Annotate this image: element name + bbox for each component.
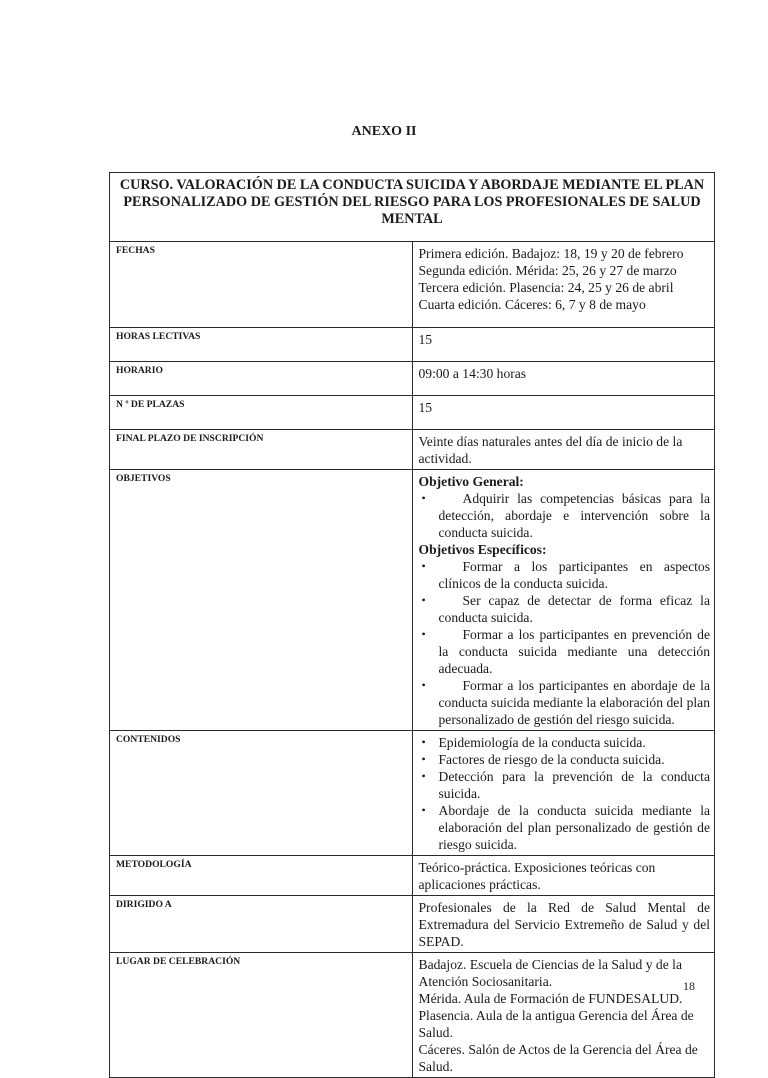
label-metodologia: METODOLOGÍA [110,856,413,896]
row-plazas [110,396,715,430]
value-objetivos [412,470,715,731]
value-plazas: 15 [412,396,715,430]
value-dirigido: Profesionales de la Red de Salud Mental de Extremadura del Servicio Extremeño de Salud y del SEPAD. [412,896,715,953]
course-title: CURSO. VALORACIÓN DE LA CONDUCTA SUICIDA Y ABORDAJE MEDIANTE EL PLAN PERSONALIZADO DE GESTIÓN DEL RIESGO PARA LOS PROFESIONALES DE SALUD MENTAL [110,173,715,242]
fecha-line: Primera edición. Badajoz: 18, 19 y 20 de febrero [418,246,684,261]
label-plazas: N º DE PLAZAS [110,396,413,430]
list-item: • Detección para la prevención de la conducta suicida. [419,768,711,802]
row-dirigido [110,896,715,953]
lugar-line: Cáceres. Salón de Actos de la Gerencia del Área de Salud. [418,1042,698,1074]
label-plazo-inscripcion: FINAL PLAZO DE INSCRIPCIÓN [110,430,413,470]
value-contenidos [412,731,715,856]
lugar-line: Badajoz. Escuela de Ciencias de la Salud y de la Atención Sociosanitaria. [418,957,682,989]
row-objetivos [110,470,715,731]
label-horas-lectivas: HORAS LECTIVAS [110,328,413,362]
objetivo-general-list [419,490,711,541]
row-horario [110,362,715,396]
lugar-line: Plasencia. Aula de la antigua Gerencia del Área de Salud. [418,1008,694,1040]
objetivos-especificos-list [419,558,711,728]
fecha-line: Cuarta edición. Cáceres: 6, 7 y 8 de mayo [418,297,646,312]
label-objetivos: OBJETIVOS [110,470,413,731]
contenidos-list [419,734,711,853]
label-lugar: LUGAR DE CELEBRACIÓN [110,953,413,1078]
value-lugar [412,953,715,1078]
fecha-line: Tercera edición. Plasencia: 24, 25 y 26 de abril [418,280,674,295]
objetivos-especificos-heading: Objetivos Específicos: [418,542,547,557]
row-contenidos [110,731,715,856]
value-horario: 09:00 a 14:30 horas [412,362,715,396]
label-fechas: FECHAS [110,242,413,328]
value-plazo-inscripcion: Veinte días naturales antes del día de inicio de la actividad. [412,430,715,470]
label-dirigido: DIRIGIDO A [110,896,413,953]
course-title-row [110,173,715,242]
label-horario: HORARIO [110,362,413,396]
row-fechas [110,242,715,328]
row-horas-lectivas [110,328,715,362]
fecha-line: Segunda edición. Mérida: 25, 26 y 27 de marzo [418,263,677,278]
annex-title: ANEXO II [351,124,417,139]
row-plazo-inscripcion [110,430,715,470]
lugar-line: Mérida. Aula de Formación de FUNDESALUD. [418,991,683,1006]
list-item: • Formar a los participantes en abordaje de la conducta suicida mediante la elaboración del plan personalizado de gestión del riesgo suicida. [419,677,711,728]
list-item: • Factores de riesgo de la conducta suicida. [419,751,711,768]
page-number: 18 [683,979,695,993]
value-fechas [412,242,715,328]
value-horas-lectivas: 15 [412,328,715,362]
list-item: • Epidemiología de la conducta suicida. [419,734,711,751]
value-metodologia: Teórico-práctica. Exposiciones teóricas con aplicaciones prácticas. [412,856,715,896]
list-item: • Adquirir las competencias básicas para la detección, abordaje e intervención sobre la conducta suicida. [419,490,711,541]
list-item: • Formar a los participantes en aspectos clínicos de la conducta suicida. [419,558,711,592]
list-item: • Formar a los participantes en prevención de la conducta suicida mediante una detección adecuada. [419,626,711,677]
row-lugar [110,953,715,1078]
list-item: • Abordaje de la conducta suicida mediante la elaboración del plan personalizado de gestión de riesgo suicida. [419,802,711,853]
row-metodologia [110,856,715,896]
list-item: • Ser capaz de detectar de forma eficaz la conducta suicida. [419,592,711,626]
course-info-table [109,172,715,1078]
label-contenidos: CONTENIDOS [110,731,413,856]
objetivo-general-heading: Objetivo General: [418,474,524,489]
